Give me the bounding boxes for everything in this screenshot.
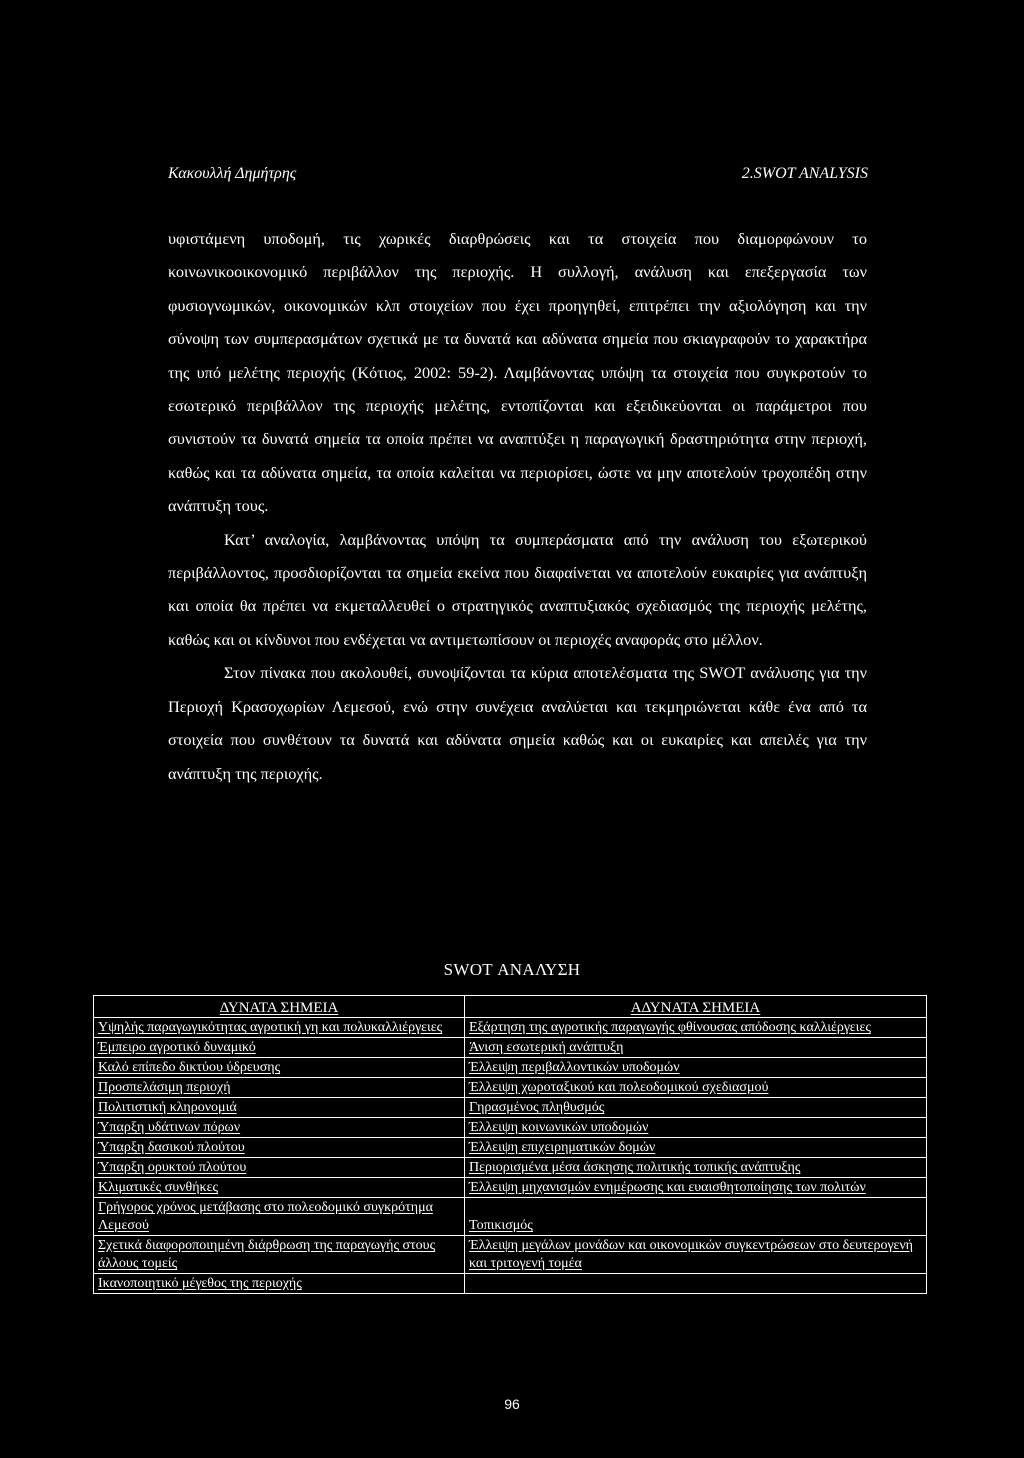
strength-text: Προσπελάσιμη περιοχή bbox=[98, 1080, 231, 1095]
table-row bbox=[94, 1198, 927, 1236]
page-number: 96 bbox=[504, 1396, 520, 1412]
weakness-cell bbox=[465, 1058, 927, 1078]
weakness-cell bbox=[465, 1274, 927, 1294]
weakness-text: Έλλειψη μηχανισμών ενημέρωσης και ευαισθητοποίησης των πολιτών bbox=[469, 1180, 866, 1195]
weakness-cell bbox=[465, 1236, 927, 1274]
strength-text: Έμπειρο αγροτικό δυναμικό bbox=[98, 1040, 256, 1055]
strength-text: Καλό επίπεδο δικτύου ύδρευσης bbox=[98, 1060, 281, 1075]
table-row bbox=[94, 1058, 927, 1078]
weakness-cell bbox=[465, 1038, 927, 1058]
weakness-text: Τοπικισμός bbox=[469, 1218, 533, 1233]
weakness-cell bbox=[465, 1098, 927, 1118]
table-row bbox=[94, 1038, 927, 1058]
weakness-text: Γηρασμένος πληθυσμός bbox=[469, 1100, 605, 1115]
weakness-cell bbox=[465, 1198, 927, 1236]
strength-cell bbox=[94, 1058, 465, 1078]
table-row bbox=[94, 1078, 927, 1098]
strength-cell bbox=[94, 1158, 465, 1178]
header-author: Κακουλλή Δημήτρης bbox=[168, 165, 297, 182]
header-section: 2.SWOT ANALYSIS bbox=[741, 165, 868, 182]
strength-text: Ύπαρξη ορυκτού πλούτου bbox=[98, 1160, 247, 1175]
strength-cell bbox=[94, 1178, 465, 1198]
strength-cell bbox=[94, 1078, 465, 1098]
swot-title: SWOT ΑΝΑΛΥΣΗ bbox=[443, 960, 581, 979]
weakness-text: Έλλειψη μεγάλων μονάδων και οικονομικών συγκεντρώσεων στο δευτερογενή και τριτογενή τομέα bbox=[469, 1238, 913, 1271]
weaknesses-header bbox=[465, 996, 927, 1018]
table-row bbox=[94, 1098, 927, 1118]
table-row bbox=[94, 1158, 927, 1178]
strength-text: Υψηλής παραγωγικότητας αγροτική γη και πολυκαλλιέργειες bbox=[98, 1020, 443, 1035]
weakness-cell bbox=[465, 1018, 927, 1038]
strength-text: Σχετικά διαφοροποιημένη διάρθρωση της παραγωγής στους άλλους τομείς bbox=[98, 1238, 436, 1271]
weakness-text: Έλλειψη επιχειρηματικών δομών bbox=[469, 1140, 656, 1155]
weakness-text: Έλλειψη περιβαλλοντικών υποδομών bbox=[469, 1060, 680, 1075]
paragraph-3: Στον πίνακα που ακολουθεί, συνοψίζονται τα κύρια αποτελέσματα της SWOT ανάλυσης για την Περιοχή Κρασοχωρίων Λεμεσού, ενώ στην συνέχεια αναλύεται και τεκμηριώνεται κάθε ένα από τα στοιχεία που συνθέτουν τα δυνατά και αδύνατα σημεία καθώς και οι ευκαιρίες και απειλές για την ανάπτυξη της περιοχής. bbox=[168, 663, 867, 783]
strength-cell bbox=[94, 1098, 465, 1118]
strength-cell bbox=[94, 1038, 465, 1058]
paragraph-2: Κατ’ αναλογία, λαμβάνοντας υπόψη τα συμπεράσματα από την ανάλυση του εξωτερικού περιβάλλοντος, προσδιορίζονται τα σημεία εκείνα που διαφαίνεται να αποτελούν ευκαιρίες για ανάπτυξη και οποία θα πρέπει να εκμεταλλευθεί ο στρατηγικός αναπτυξιακός σχεδιασμός της περιοχής μελέτης, καθώς και οι κίνδυνοι που ενδέχεται να αντιμετωπίσουν οι περιοχές αναφοράς στο μέλλον. bbox=[168, 529, 867, 649]
weakness-cell bbox=[465, 1138, 927, 1158]
page-header bbox=[168, 165, 868, 189]
strength-text: Ικανοποιητικό μέγεθος της περιοχής bbox=[98, 1276, 302, 1291]
weakness-cell bbox=[465, 1158, 927, 1178]
weakness-text: Έλλειψη κοινωνικών υποδομών bbox=[469, 1120, 649, 1135]
strengths-header bbox=[94, 996, 465, 1018]
strengths-header-label: ΔΥΝΑΤΑ ΣΗΜΕΙΑ bbox=[219, 1000, 339, 1016]
strength-cell bbox=[94, 1236, 465, 1274]
strength-cell bbox=[94, 1118, 465, 1138]
weakness-text: Εξάρτηση της αγροτικής παραγωγής φθίνουσας απόδοσης καλλιέργειες bbox=[469, 1020, 871, 1035]
strength-text: Ύπαρξη δασικού πλούτου bbox=[98, 1140, 245, 1155]
swot-table bbox=[93, 995, 927, 1294]
table-row bbox=[94, 1274, 927, 1294]
weakness-text: Άνιση εσωτερική ανάπτυξη bbox=[469, 1040, 624, 1055]
strength-text: Ύπαρξη υδάτινων πόρων bbox=[98, 1120, 241, 1135]
table-row bbox=[94, 1118, 927, 1138]
paragraph-1: υφιστάμενη υποδομή, τις χωρικές διαρθρώσεις και τα στοιχεία που διαμορφώνουν το κοινωνικοοικονομικό περιβάλλον της περιοχής. Η συλλογή, ανάλυση και επεξεργασία των φυσιογνωμικών, οικονομικών κλπ στοιχείων που έχει προηγηθεί, επιτρέπει την αξιολόγηση και την σύνοψη των συμπερασμάτων σχετικά με τα δυνατά και αδύνατα σημεία που σκιαγραφούν το χαρακτήρα της υπό μελέτης περιοχής (Κότιος, 2002: 59-2). Λαμβάνοντας υπόψη τα στοιχεία που συγκροτούν το εσωτερικό περιβάλλον της περιοχής μελέτης, εντοπίζονται και εξειδικεύονται οι παράμετροι που συνιστούν τα δυνατά σημεία τα οποία πρέπει να αναπτύξει η παραγωγική δραστηριότητα στην περιοχή, καθώς και τα αδύνατα σημεία, τα οποία καλείται να περιορίσει, ώστε να μην αποτελούν τροχοπέδη στην ανάπτυξη τους. bbox=[168, 229, 867, 516]
weakness-text: Έλλειψη χωροταξικού και πολεοδομικού σχεδιασμού bbox=[469, 1080, 769, 1095]
weaknesses-header-label: ΑΔΥΝΑΤΑ ΣΗΜΕΙΑ bbox=[630, 1000, 761, 1016]
strength-text: Κλιματικές συνθήκες bbox=[98, 1180, 219, 1195]
table-row bbox=[94, 1138, 927, 1158]
weakness-text: Περιορισμένα μέσα άσκησης πολιτικής τοπικής ανάπτυξης bbox=[469, 1160, 801, 1175]
body-text bbox=[168, 222, 867, 790]
weakness-cell bbox=[465, 1078, 927, 1098]
strength-cell bbox=[94, 1198, 465, 1236]
strength-cell bbox=[94, 1138, 465, 1158]
table-row bbox=[94, 1236, 927, 1274]
weakness-cell bbox=[465, 1178, 927, 1198]
strength-cell bbox=[94, 1018, 465, 1038]
strength-text: Πολιτιστική κληρονομιά bbox=[98, 1100, 237, 1115]
table-row bbox=[94, 1018, 927, 1038]
table-row bbox=[94, 1178, 927, 1198]
strength-cell bbox=[94, 1274, 465, 1294]
weakness-cell bbox=[465, 1118, 927, 1138]
strength-text: Γρήγορος χρόνος μετάβασης στο πολεοδομικό συγκρότημα Λεμεσού bbox=[98, 1200, 433, 1233]
swot-header-row bbox=[94, 996, 927, 1018]
